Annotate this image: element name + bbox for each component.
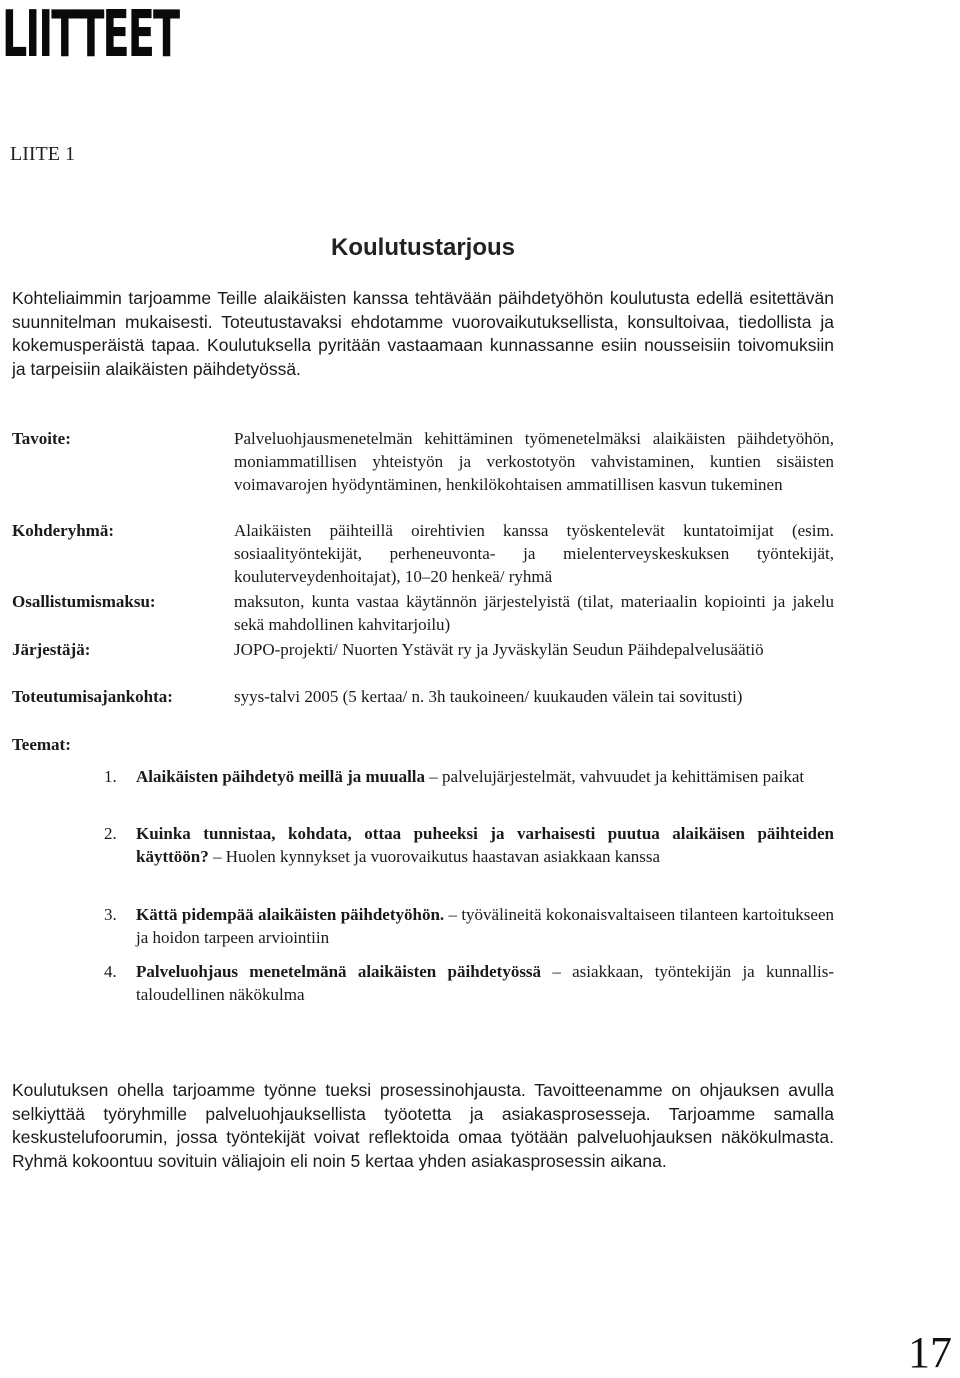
theme-text [136,903,834,949]
intro-paragraph: Kohteliaimmin tarjoamme Teille alaikäisten kanssa tehtävään päihdetyöhön koulutusta edellä esitettävän suunnitelman mukaisesti. Toteutustavaksi ehdotamme vuorovaikutuksellista, konsultoivaa, tiedollista ja kokemusperäistä tapaa. Koulutuksella pyritään vastaamaan kunnassanne esiin nousseisiin toivomuksiin ja tarpeisiin alaikäisten päihdetyössä. [12,288,834,379]
info-value: syys-talvi 2005 (5 kertaa/ n. 3h taukoineen/ kuukauden välein tai sovitusti) [234,687,743,706]
theme-description: – Huolen kynnykset ja vuorovaikutus haastavan asiakkaan kanssa [208,847,661,866]
info-label: Järjestäjä: [12,640,91,659]
theme-text [136,765,834,788]
info-label: Toteutumisajankohta: [12,687,173,706]
page-header: LIITTEET [2,0,179,72]
info-value: JOPO-projekti/ Nuorten Ystävät ry ja Jyväskylän Seudun Päihdepalvelusäätiö [234,640,764,659]
info-label: Tavoite: [12,429,71,448]
theme-description: – palvelujärjestelmät, vahvuudet ja kehittämisen paikat [425,767,805,786]
themes-label: Teemat: [12,735,71,754]
theme-number: 2. [104,824,117,843]
document-title: Koulutustarjous [331,234,515,261]
theme-number: 3. [104,905,117,924]
theme-description: – työvälineitä kokonaisvaltaiseen tilanteen kartoitukseen ja hoidon tarpeen arviointiin [136,905,834,947]
info-value: Alaikäisten päihteillä oirehtivien kanssa työskentelevät kuntatoimijat (esim. sosiaalityöntekijät, perheneuvonta- ja mielenterveyskeskuksen työntekijät, kouluterveydenhoitajat), 10–20 henkeä/ ryhmä [234,521,834,586]
theme-text [136,960,834,1006]
theme-number: 1. [104,767,117,786]
theme-heading: Palveluohjaus menetelmänä alaikäisten päihdetyössä [136,962,542,981]
outro-paragraph: Koulutuksen ohella tarjoamme työnne tueksi prosessinohjausta. Tavoitteenamme on ohjauksen avulla selkiyttää työryhmille palveluohjauksellista työotetta ja asiakasprosesseja. Tarjoamme samalla keskustelufoorumin, jossa työntekijät voivat reflektoida omaa työtään palveluohjauksen näkökulmasta. Ryhmä kokoontuu sovituin väliajoin eli noin 5 kertaa yhden asiakasprosessin aikana. [12,1080,834,1171]
theme-heading: Alaikäisten päihdetyö meillä ja muualla [136,767,426,786]
info-label: Osallistumismaksu: [12,592,156,611]
theme-description: – asiakkaan, työntekijän ja kunnallis-taloudellinen näkökulma [136,962,835,1004]
page-number: 17 [908,1328,952,1377]
info-label: Kohderyhmä: [12,521,114,540]
appendix-label: LIITE 1 [10,143,75,165]
theme-text [136,822,834,868]
theme-heading: Kuinka tunnistaa, kohdata, ottaa puheeksi ja varhaisesti puutua alaikäisen päihteiden käyttöön? [136,824,834,866]
info-value: Palveluohjausmenetelmän kehittäminen työmenetelmäksi alaikäisten päihdetyöhön, moniammatillisen yhteistyön ja verkostotyön vahvistaminen, kuntien sisäisten voimavarojen hyödyntäminen, henkilökohtaisen ammatillisen kasvun tukeminen [234,429,834,494]
theme-heading: Kättä pidempää alaikäisten päihdetyöhön. [136,905,445,924]
info-value: maksuton, kunta vastaa käytännön järjestelyistä (tilat, materiaalin kopiointi ja jakelu sekä mahdollinen kahvitarjoilu) [234,592,834,634]
theme-number: 4. [104,962,117,981]
